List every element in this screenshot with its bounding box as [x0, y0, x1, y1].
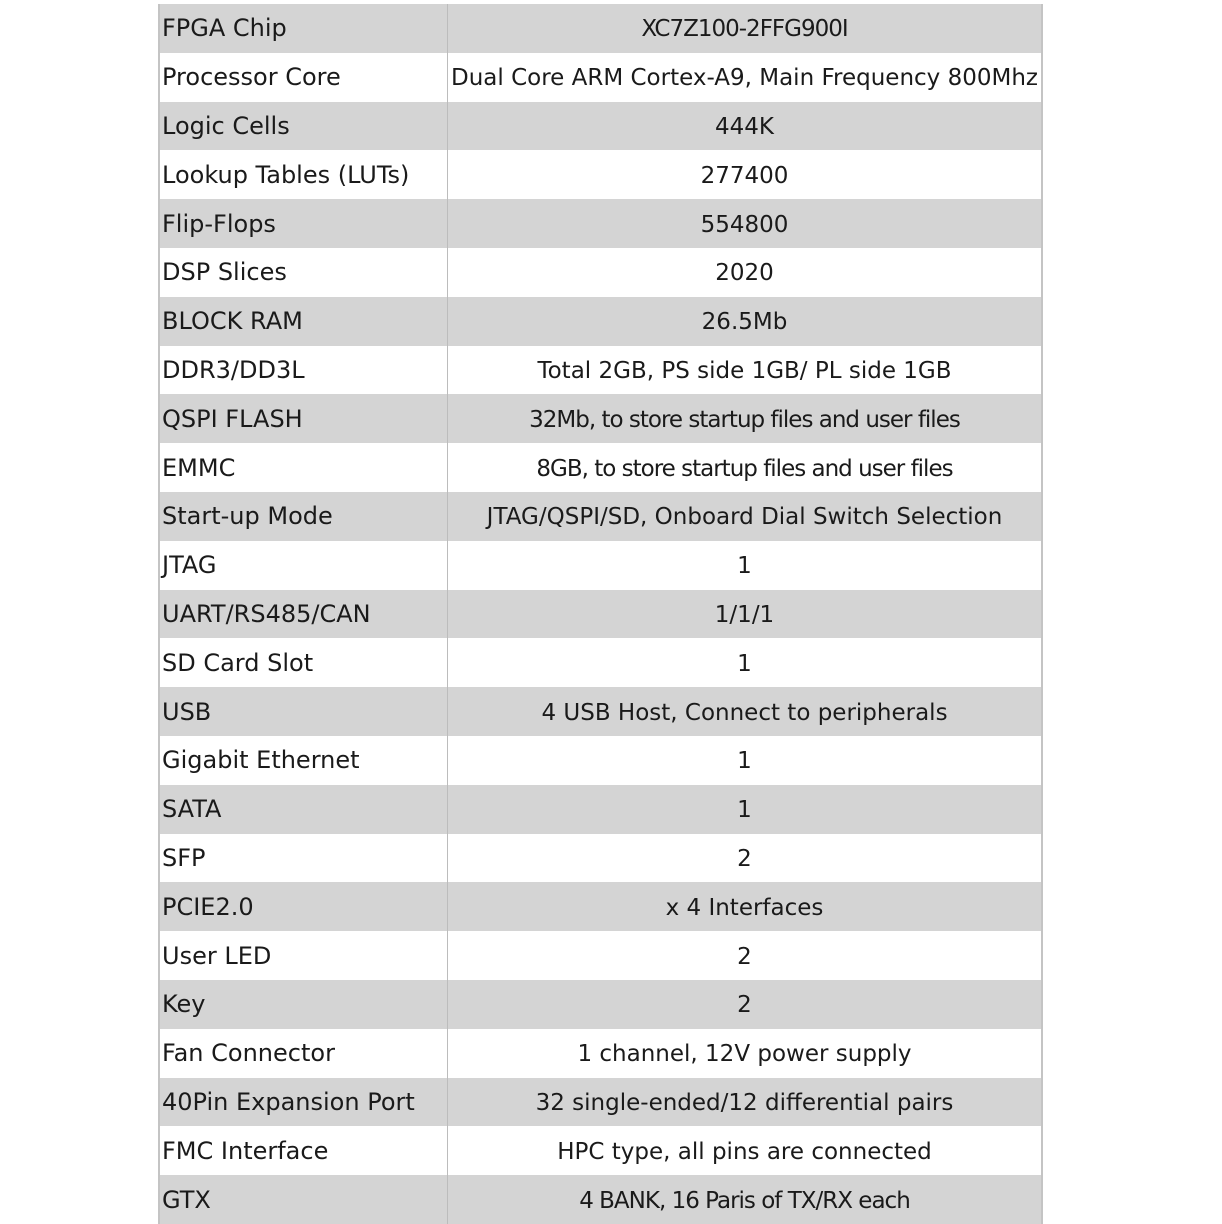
table-row	[160, 882, 1041, 931]
row-label: SATA	[160, 785, 448, 834]
table-row	[160, 4, 1041, 53]
table-row	[160, 199, 1041, 248]
row-label: JTAG	[160, 541, 448, 590]
row-value: 1 channel, 12V power supply	[577, 1041, 912, 1068]
row-label: Flip-Flops	[160, 199, 448, 248]
table-row	[160, 1175, 1041, 1224]
row-value: x 4 Interfaces	[665, 894, 824, 921]
row-label: Processor Core	[160, 53, 448, 102]
table-row	[160, 638, 1041, 687]
table-row	[160, 297, 1041, 346]
row-value: Dual Core ARM Cortex-A9, Main Frequency 800Mhz	[451, 65, 1038, 92]
row-label: FPGA Chip	[160, 4, 448, 53]
table-row	[160, 492, 1041, 541]
row-label: PCIE2.0	[160, 882, 448, 931]
row-label: DSP Slices	[160, 248, 448, 297]
spec-table	[158, 4, 1043, 1224]
row-value: Total 2GB, PS side 1GB/ PL side 1GB	[537, 357, 952, 384]
table-row	[160, 1126, 1041, 1175]
row-label: QSPI FLASH	[160, 394, 448, 443]
row-value: 26.5Mb	[701, 309, 788, 336]
table-row	[160, 346, 1041, 395]
row-value: 1	[737, 797, 752, 824]
table-row	[160, 541, 1041, 590]
row-label: Gigabit Ethernet	[160, 736, 448, 785]
row-label: Lookup Tables (LUTs)	[160, 150, 448, 199]
row-value: 277400	[700, 162, 789, 189]
row-value: XC7Z100-2FFG900I	[641, 16, 848, 43]
row-value: 2	[737, 992, 752, 1019]
row-label: Logic Cells	[160, 102, 448, 151]
table-row	[160, 443, 1041, 492]
row-label: SFP	[160, 834, 448, 883]
row-label: User LED	[160, 931, 448, 980]
table-row	[160, 150, 1041, 199]
row-value: 2	[737, 845, 752, 872]
row-label: Fan Connector	[160, 1029, 448, 1078]
row-value: 8GB, to store startup files and user files	[536, 455, 953, 482]
row-label: FMC Interface	[160, 1126, 448, 1175]
row-value: 444K	[715, 113, 774, 140]
row-label: Key	[160, 980, 448, 1029]
row-value: 554800	[700, 211, 789, 238]
table-row	[160, 1029, 1041, 1078]
row-label: Start-up Mode	[160, 492, 448, 541]
row-value: 32 single-ended/12 differential pairs	[535, 1089, 954, 1116]
table-row	[160, 1078, 1041, 1127]
row-label: GTX	[160, 1175, 448, 1224]
row-value: 1/1/1	[714, 601, 775, 628]
row-value: 32Mb, to store startup files and user files	[529, 406, 960, 433]
row-value: JTAG/QSPI/SD, Onboard Dial Switch Selection	[486, 504, 1003, 531]
row-value: 1	[737, 553, 752, 580]
row-label: UART/RS485/CAN	[160, 590, 448, 639]
row-label: USB	[160, 687, 448, 736]
row-label: 40Pin Expansion Port	[160, 1078, 448, 1127]
row-value: 1	[737, 748, 752, 775]
row-label: SD Card Slot	[160, 638, 448, 687]
table-row	[160, 687, 1041, 736]
table-row	[160, 53, 1041, 102]
row-label: EMMC	[160, 443, 448, 492]
table-row	[160, 931, 1041, 980]
row-value: HPC type, all pins are connected	[557, 1138, 932, 1165]
row-value: 2	[737, 943, 752, 970]
row-label: BLOCK RAM	[160, 297, 448, 346]
table-row	[160, 785, 1041, 834]
table-row	[160, 590, 1041, 639]
table-row	[160, 102, 1041, 151]
table-row	[160, 394, 1041, 443]
table-row	[160, 980, 1041, 1029]
row-label: DDR3/DD3L	[160, 346, 448, 395]
table-row	[160, 736, 1041, 785]
row-value: 4 BANK, 16 Paris of TX/RX each	[579, 1187, 910, 1214]
table-row	[160, 834, 1041, 883]
table-row	[160, 248, 1041, 297]
row-value: 4 USB Host, Connect to peripherals	[541, 699, 948, 726]
row-value: 1	[737, 650, 752, 677]
row-value: 2020	[715, 260, 774, 287]
